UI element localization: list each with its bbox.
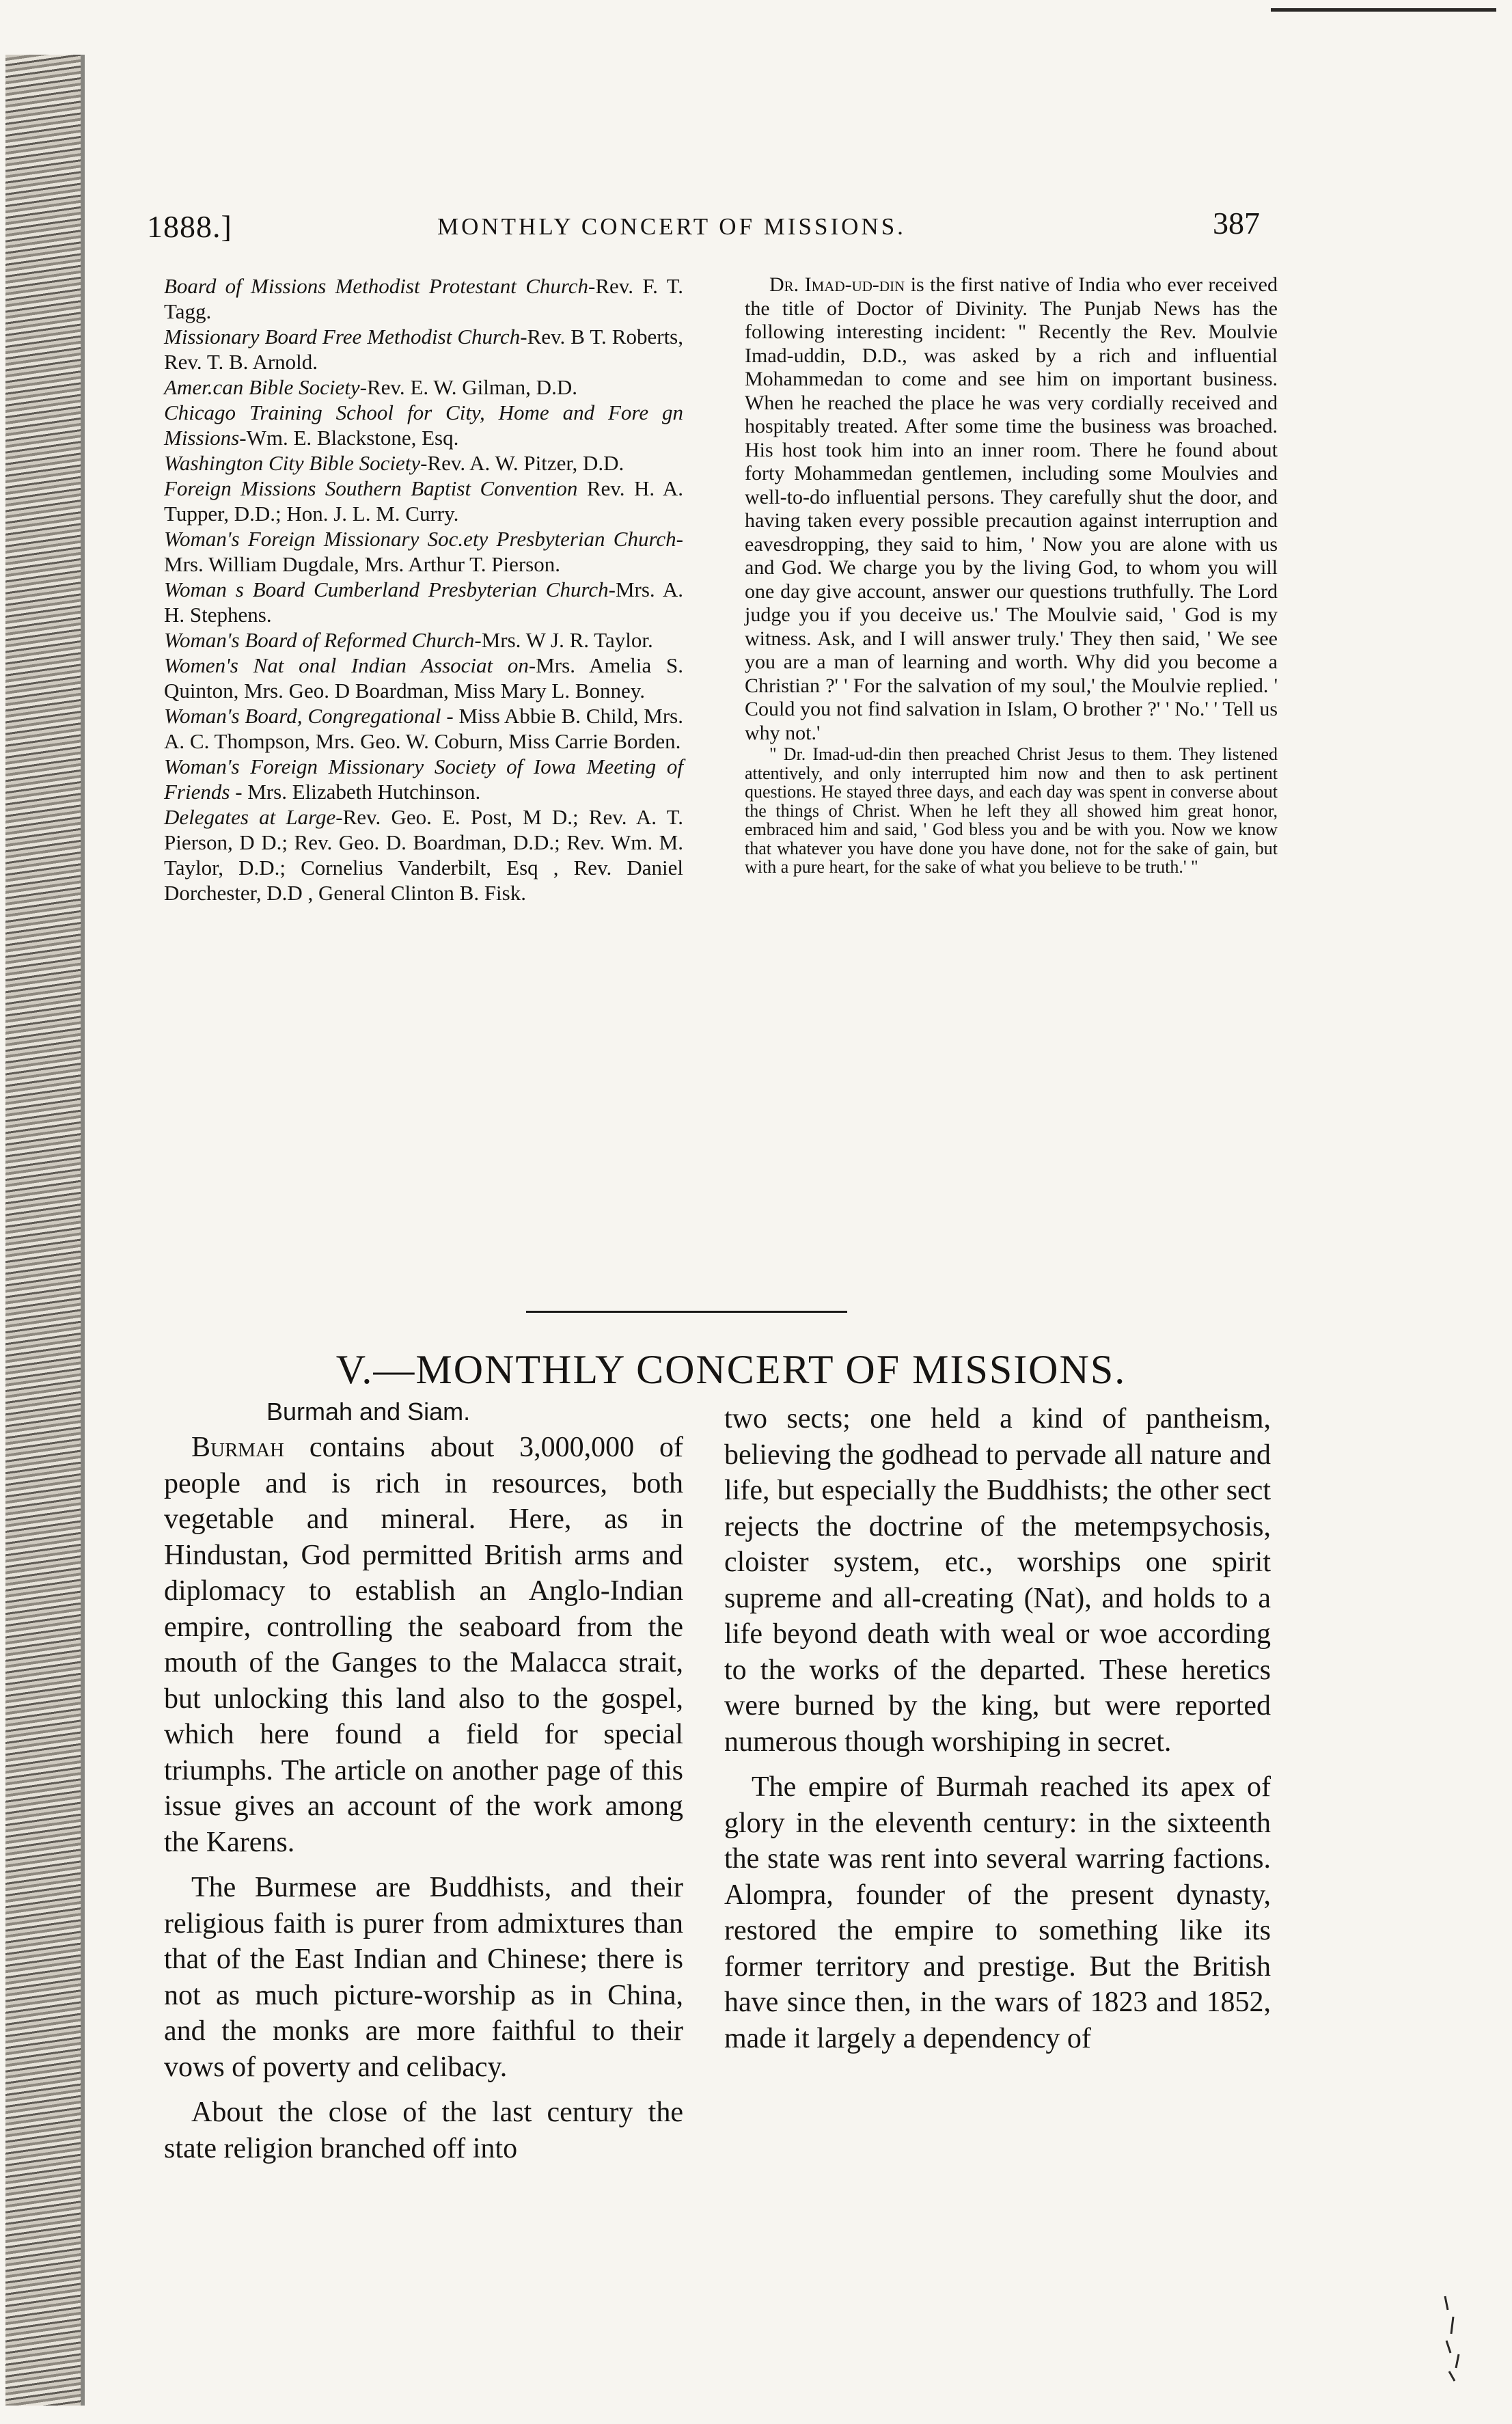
delegate-people: -Mrs. A. H. Stephens. <box>164 577 683 627</box>
delegate-entry <box>164 754 683 804</box>
delegate-entry <box>164 450 683 476</box>
delegate-org: Board of Missions Methodist Protestant Church <box>164 274 589 298</box>
imad-paragraph <box>745 273 1278 745</box>
page-number: 387 <box>1213 206 1260 241</box>
burmah-paragraph: The Burmese are Buddhists, and their religious faith is purer from admixtures than that of the East Indian and Chinese; there is not as much picture-worship as in China, and the monks are more faithful to their vows of poverty and celibacy. <box>164 1872 683 2083</box>
burmah-paragraph-continued: two sects; one held a kind of pantheism, believing the godhead to pervade all nature and life, but especially the Buddhists; the other sect rejects the doctrine of the metempsychosis, cloister system, etc., worships one spirit supreme and all-creating (Nat), and holds to a life beyond death with weal or woe according to the works of the departed. These heretics were burned by the king, but were reported numerous though worshiping in secret. <box>724 1403 1271 1758</box>
imad-quote: " Dr. Imad-ud-din then preached Christ Jesus to them. They listened attentively, and only interrupted him now and then to ask pertinent questions. He stayed three days, and each day was spent in converse about the things of Christ. When he left they all showed him great honor, embraced him and said, ' God bless you and be with you. Now we know that whatever you have done you have done, not for the sake of gain, but with a pure heart, for the sake of what you believe to be truth.' " <box>745 744 1278 877</box>
book-binding-edge <box>5 55 81 2406</box>
burmah-paragraph: The empire of Burmah reached its apex of glory in the eleventh century: in the sixteenth the state was rent into several warring factions. Alompra, founder of the present dynasty, restored the empire to something like its former territory and prestige. But the British have since then, in the wars of 1823 and 1852, made it largely a dependency of <box>724 1771 1271 2054</box>
delegate-org: Woman's Foreign Missionary Society of Iowa Meeting of Friends <box>164 754 683 804</box>
delegate-people: -Rev. A. W. Pitzer, D.D. <box>420 451 624 475</box>
delegate-people: -Rev. Geo. E. Post, M D.; Rev. A. T. Pierson, D D.; Rev. Geo. D. Boardman, D.D.; Rev. Wm. M. Taylor, D.D.; Cornelius Vanderbilt, Esq , Rev. Daniel Dorchester, D.D , General Clinton B. Fisk. <box>164 805 683 905</box>
delegate-people: - Miss Abbie B. Child, Mrs. A. C. Thompson, Mrs. Geo. W. Coburn, Miss Carrie Borden. <box>164 704 683 753</box>
delegate-org: Washington City Bible Society <box>164 451 421 475</box>
delegate-entry <box>164 653 683 703</box>
top-rule <box>1271 8 1496 12</box>
section-subheading: Burmah and Siam. <box>266 1398 471 1426</box>
delegate-org: Women's Nat onal Indian Associat on <box>164 653 529 677</box>
burmah-paragraph: About the close of the last century the state religion branched off into <box>164 2097 683 2164</box>
delegate-org: Delegates at Large <box>164 805 336 829</box>
delegate-entry <box>164 703 683 754</box>
section-divider <box>526 1311 847 1313</box>
delegate-entry <box>164 627 683 653</box>
delegate-entry <box>164 476 683 526</box>
imad-text: is the first native of India who ever received the title of Doctor of Divinity. The Punjab News has the following interesting incident: " Recently the Rev. Moulvie Imad-uddin, D.D., was asked by a rich and influential Mohammedan to come and see him on important business. When he reached the place he was very cordially received and hospitably treated. After some time the business was broached. His host took him into an inner room. There he found about forty Mohammedan gentlemen, including some Moulvies and well-to-do influential persons. They carefully shut the door, and having taken every possible precaution against interruption and eavesdropping, they said to him, ' Now you are alone with us and God. We charge you by the living God, to whom you will one day give account, answer our questions truthfully. The Lord judge you if you deceive us.' The Moulvie said, ' God is my witness. Ask, and I will answer truly.' They then said, ' We see you are a man of learning and worth. Why did you become a Christian ?' ' For the salvation of my soul,' the Moulvie replied. ' Could you not find salvation in Islam, O brother ?' ' No.' ' Tell us why not.' <box>745 273 1278 744</box>
burmah-lead: Burmah <box>191 1432 284 1463</box>
delegate-people: Rev. H. A. Tupper, D.D.; Hon. J. L. M. Curry. <box>164 476 683 526</box>
delegate-people: - Mrs. Elizabeth Hutchinson. <box>230 780 481 804</box>
binding-shadow <box>81 55 85 2406</box>
delegate-entry <box>164 526 683 577</box>
margin-ink-marks <box>1438 2289 1479 2392</box>
burmah-paragraph <box>164 1430 683 1860</box>
delegate-people: -Rev. B T. Roberts, Rev. T. B. Arnold. <box>164 325 683 374</box>
delegate-org: Woman's Board of Reformed Church <box>164 628 475 652</box>
delegate-org: Chicago Training School for City, Home and Fore gn Missions <box>164 400 683 450</box>
delegate-people: -Rev. E. W. Gilman, D.D. <box>359 375 577 399</box>
imad-article <box>745 273 1278 877</box>
delegate-people: -Mrs. William Dugdale, Mrs. Arthur T. Pierson. <box>164 527 683 576</box>
delegate-entry <box>164 324 683 375</box>
delegate-people: -Rev. F. T. Tagg. <box>164 274 683 323</box>
delegate-org: Missionary Board Free Methodist Church <box>164 325 521 349</box>
burmah-column-left <box>164 1394 683 2166</box>
delegate-entry <box>164 273 683 324</box>
delegate-entry <box>164 400 683 450</box>
section-heading: V.—MONTHLY CONCERT OF MISSIONS. <box>335 1347 1127 1392</box>
delegate-entry <box>164 375 683 400</box>
imad-lead: Dr. Imad-ud-din <box>769 273 905 296</box>
delegate-entry <box>164 804 683 905</box>
delegates-list <box>164 273 683 905</box>
delegate-people: -Mrs. Amelia S. Quinton, Mrs. Geo. D Boardman, Miss Mary L. Bonney. <box>164 653 683 703</box>
burmah-text: contains about 3,000,000 of people and is rich in resources, both vegetable and mineral. Here, as in Hindustan, God permitted British arms and diplomacy to establish an Anglo-Indian empire, controlling the seaboard from the mouth of the Ganges to the Malacca strait, but unlocking this land also to the gospel, which here found a field for special triumphs. The article on another page of this issue gives an account of the work among the Karens. <box>164 1432 683 1858</box>
delegate-org: Woman s Board Cumberland Presbyterian Church <box>164 577 609 601</box>
delegate-people: -Wm. E. Blackstone, Esq. <box>239 426 459 450</box>
delegate-people: -Mrs. W J. R. Taylor. <box>474 628 653 652</box>
delegate-org: Amer.can Bible Society <box>164 375 360 399</box>
page-year: 1888.] <box>147 209 232 244</box>
running-title: MONTHLY CONCERT OF MISSIONS. <box>437 213 906 240</box>
delegate-org: Woman's Foreign Missionary Soc.ety Presbyterian Church <box>164 527 676 551</box>
delegate-org: Foreign Missions Southern Baptist Convention <box>164 476 578 500</box>
burmah-column-right <box>724 1401 1271 2056</box>
delegate-org: Woman's Board, Congregational <box>164 704 441 728</box>
delegate-entry <box>164 577 683 627</box>
